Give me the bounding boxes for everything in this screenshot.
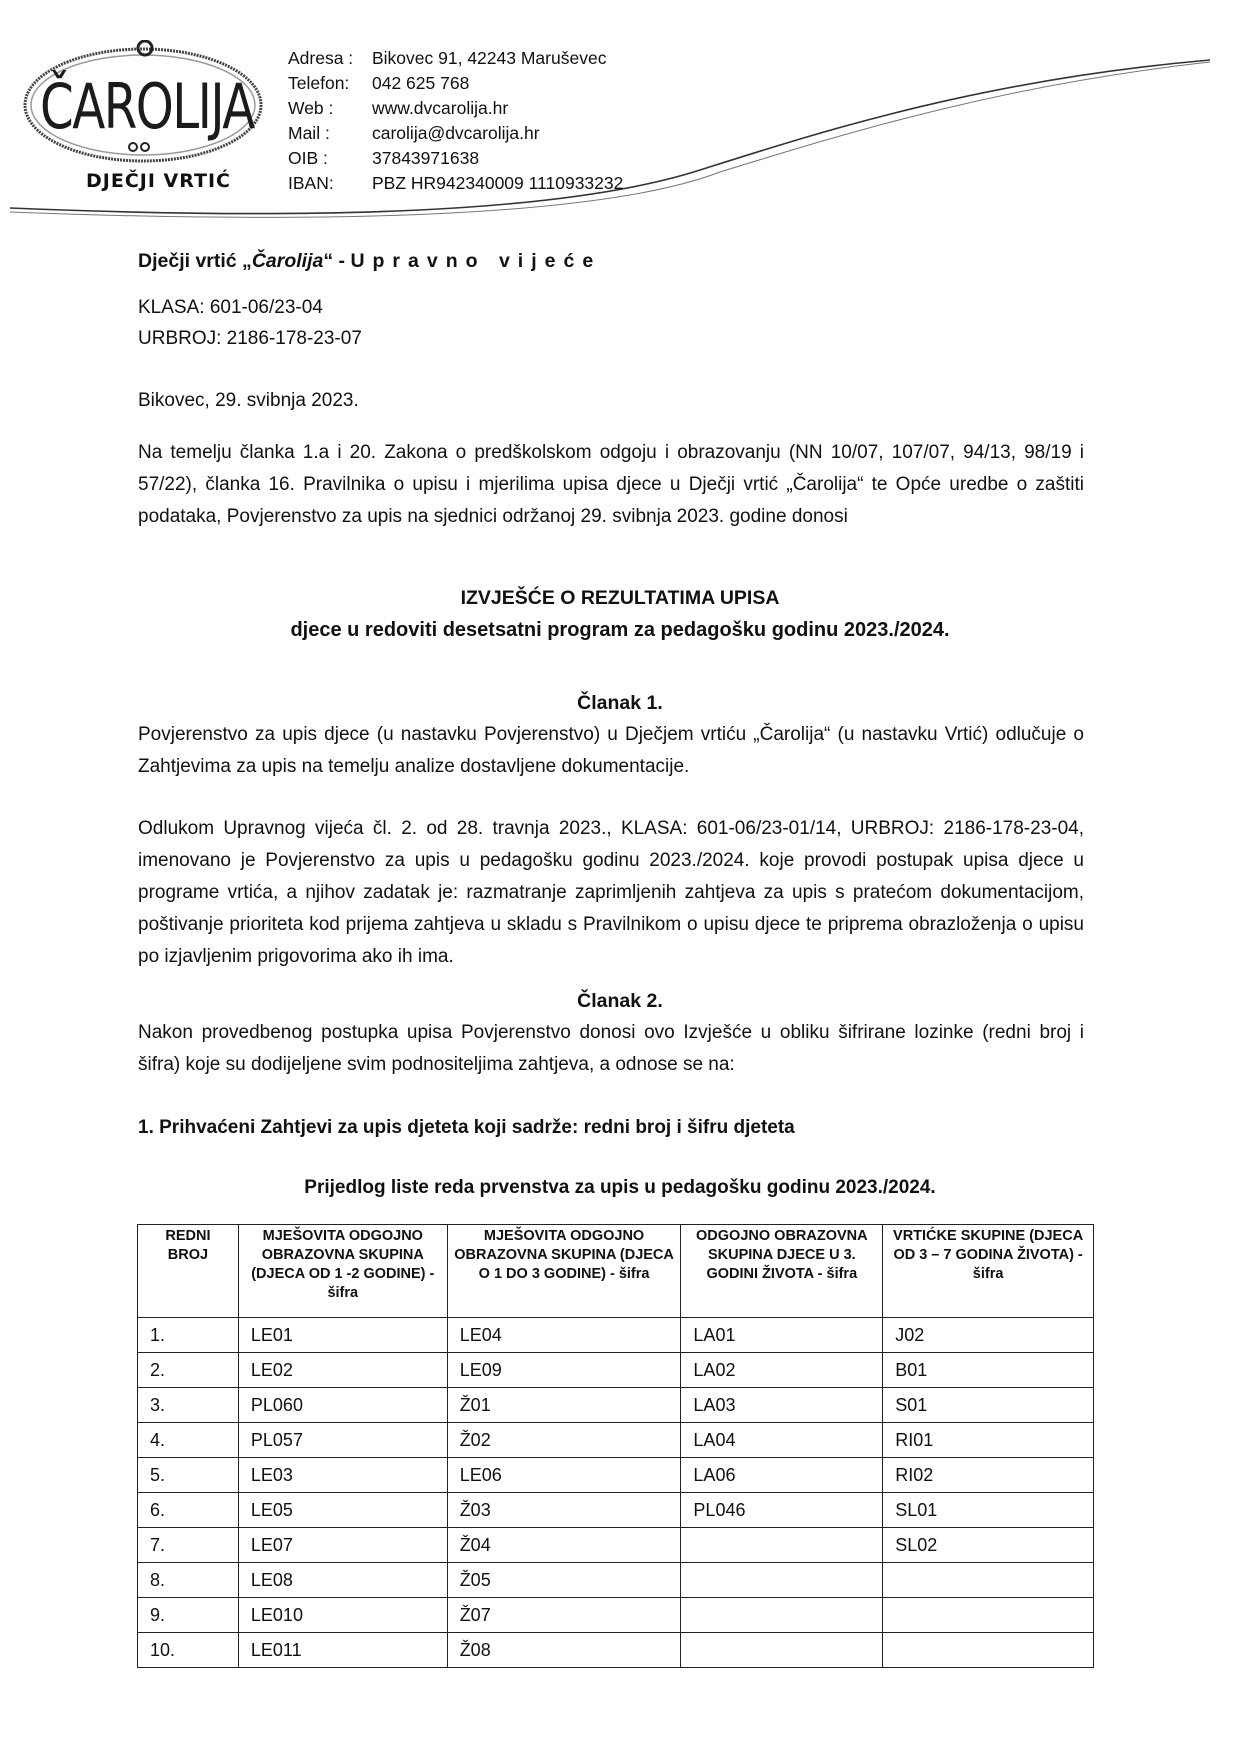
cell-code-group-3-7 [883, 1633, 1094, 1668]
section-1-heading: 1. Prihvaćeni Zahtjevi za upis djeteta koji sadrže: redni broj i šifru djeteta [138, 1117, 795, 1138]
article-1-paragraph-1: Povjerenstvo za upis djece (u nastavku Povjerenstvo) u Dječjem vrtiću „Čarolija“ (u nastavku Vrtić) odlučuje o Zahtjevima za upis na temelju analize dostavljene dokumentacije. [138, 724, 1084, 777]
place-date: Bikovec, 29. svibnja 2023. [138, 390, 359, 411]
priority-list-table [137, 1224, 1094, 1668]
cell-redni-broj: 6. [138, 1493, 239, 1528]
article-1-paragraph-2: Odlukom Upravnog vijeća čl. 2. od 28. travnja 2023., KLASA: 601-06/23-01/14, URBROJ: 2186-178-23-04, imenovano je Povjerenstvo za upis u pedagošku godinu 2023./2024. koje provodi postupak upisa djece u programe vrtića, a njihov zadatak je: razmatranje zaprimljenih zahtjeva za upis s pratećom dokumentacijom, poštivanje prioriteta kod prijema zahtjeva u skladu s Pravilnikom o upisu djece te priprema obrazloženja o upisu po izjavljenim prigovorima ako ih ima. [138, 818, 1084, 967]
cell-code-group-1-3: Ž01 [447, 1388, 681, 1423]
urbroj-line: URBROJ: 2186-178-23-07 [138, 328, 362, 349]
cell-redni-broj: 3. [138, 1388, 239, 1423]
cell-code-group-3 [681, 1598, 883, 1633]
cell-code-group-3-7: SL02 [883, 1528, 1094, 1563]
cell-code-group-1-2: PL060 [238, 1388, 447, 1423]
table-row [138, 1388, 1094, 1423]
cell-code-group-1-2: LE011 [238, 1633, 447, 1668]
cell-code-group-1-3: Ž03 [447, 1493, 681, 1528]
issuer-body: Upravno vijeće [350, 250, 602, 272]
table-title: Prijedlog liste reda prvenstva za upis u pedagošku godinu 2023./2024. [304, 1177, 936, 1198]
cell-code-group-1-3: Ž08 [447, 1633, 681, 1668]
cell-code-group-1-2: LE07 [238, 1528, 447, 1563]
cell-code-group-1-3: Ž05 [447, 1563, 681, 1598]
contact-label: Web : [288, 98, 334, 118]
cell-code-group-1-3: Ž02 [447, 1423, 681, 1458]
contact-web[interactable]: www.dvcarolija.hr [372, 98, 509, 118]
cell-redni-broj: 2. [138, 1353, 239, 1388]
document-issuer [138, 250, 601, 273]
article-1-heading: Članak 1. [577, 692, 663, 714]
cell-code-group-3-7: RI01 [883, 1423, 1094, 1458]
document-title: IZVJEŠĆE O REZULTATIMA UPISA [460, 587, 780, 609]
table-row [138, 1353, 1094, 1388]
cell-code-group-3: LA06 [681, 1458, 883, 1493]
column-header-redni-broj: REDNI BROJ [138, 1225, 239, 1318]
cell-code-group-3-7: S01 [883, 1388, 1094, 1423]
cell-code-group-1-2: LE01 [238, 1318, 447, 1353]
table-row [138, 1633, 1094, 1668]
contact-row [288, 96, 623, 121]
cell-code-group-3: LA03 [681, 1388, 883, 1423]
cell-code-group-1-3: LE04 [447, 1318, 681, 1353]
cell-code-group-3: LA04 [681, 1423, 883, 1458]
table-row [138, 1318, 1094, 1353]
table-row [138, 1423, 1094, 1458]
contact-label: OIB : [288, 148, 328, 168]
table-row [138, 1458, 1094, 1493]
contact-label: Telefon: [288, 73, 350, 93]
contact-phone: 042 625 768 [372, 73, 470, 93]
contact-iban: PBZ HR942340009 1110933232 [372, 173, 624, 193]
cell-code-group-1-2: LE010 [238, 1598, 447, 1633]
cell-code-group-1-2: PL057 [238, 1423, 447, 1458]
contact-label: Mail : [288, 123, 330, 143]
cell-code-group-3 [681, 1633, 883, 1668]
table-header-row [138, 1225, 1094, 1318]
contact-oib: 37843971638 [372, 148, 480, 168]
logo-wordmark: ČAROLIJA [40, 70, 254, 143]
cell-code-group-3: LA01 [681, 1318, 883, 1353]
contact-row [288, 146, 623, 171]
cell-code-group-3: PL046 [681, 1493, 883, 1528]
cell-code-group-1-3: LE06 [447, 1458, 681, 1493]
cell-code-group-1-3: Ž07 [447, 1598, 681, 1633]
cell-redni-broj: 9. [138, 1598, 239, 1633]
column-header-group-1-2: MJEŠOVITA ODGOJNO OBRAZOVNA SKUPINA (DJECA OD 1 -2 GODINE) - šifra [238, 1225, 447, 1318]
cell-code-group-1-2: LE08 [238, 1563, 447, 1598]
cell-code-group-1-2: LE05 [238, 1493, 447, 1528]
issuer-name: Čarolija [251, 250, 324, 272]
cell-code-group-3-7: J02 [883, 1318, 1094, 1353]
cell-redni-broj: 8. [138, 1563, 239, 1598]
cell-code-group-1-2: LE03 [238, 1458, 447, 1493]
klasa-line: KLASA: 601-06/23-04 [138, 297, 323, 318]
cell-redni-broj: 4. [138, 1423, 239, 1458]
cell-code-group-3 [681, 1563, 883, 1598]
contact-label: IBAN: [288, 173, 334, 193]
contact-row [288, 71, 623, 96]
column-header-group-1-3: MJEŠOVITA ODGOJNO OBRAZOVNA SKUPINA (DJECA O 1 DO 3 GODINE) - šifra [447, 1225, 681, 1318]
cell-code-group-3: LA02 [681, 1353, 883, 1388]
column-header-group-3-7: VRTIĆKE SKUPINE (DJECA OD 3 – 7 GODINA ŽIVOTA) - šifra [883, 1225, 1094, 1318]
cell-code-group-1-2: LE02 [238, 1353, 447, 1388]
cell-redni-broj: 10. [138, 1633, 239, 1668]
cell-code-group-3-7: B01 [883, 1353, 1094, 1388]
document-subtitle: djece u redoviti desetsatni program za pedagošku godinu 2023./2024. [290, 619, 950, 641]
issuer-suffix: “ - [323, 250, 351, 272]
table-row [138, 1528, 1094, 1563]
cell-redni-broj: 7. [138, 1528, 239, 1563]
cell-redni-broj: 5. [138, 1458, 239, 1493]
logo [18, 40, 268, 205]
logo-subtitle: DJEČJI VRTIĆ [86, 170, 231, 192]
cell-code-group-3-7 [883, 1563, 1094, 1598]
contact-row [288, 46, 623, 71]
contact-block [288, 46, 623, 196]
contact-mail[interactable]: carolija@dvcarolija.hr [372, 123, 540, 143]
cell-code-group-3-7 [883, 1598, 1094, 1633]
contact-row [288, 121, 623, 146]
cell-code-group-3-7: SL01 [883, 1493, 1094, 1528]
cell-code-group-3-7: RI02 [883, 1458, 1094, 1493]
contact-label: Adresa : [288, 48, 354, 68]
cell-code-group-1-3: Ž04 [447, 1528, 681, 1563]
table-body [138, 1318, 1094, 1668]
issuer-prefix: Dječji vrtić „ [138, 250, 252, 272]
intro-paragraph: Na temelju članka 1.a i 20. Zakona o predškolskom odgoju i obrazovanju (NN 10/07, 107/07, 94/13, 98/19 i 57/22), članka 16. Pravilnika o upisu i mjerilima upisa djece u Dječji vrtić „Čarolija“ te Opće uredbe o zaštiti podataka, Povjerenstvo za upis na sjednici održanoj 29. svibnja 2023. godine donosi [138, 442, 1084, 527]
article-2-heading: Članak 2. [577, 990, 663, 1012]
article-2-paragraph: Nakon provedbenog postupka upisa Povjerenstvo donosi ovo Izvješće u obliku šifrirane lozinke (redni broj i šifra) koje su dodijeljene svim podnositeljima zahtjeva, a odnose se na: [138, 1022, 1084, 1075]
cell-redni-broj: 1. [138, 1318, 239, 1353]
contact-row [288, 171, 623, 196]
contact-address: Bikovec 91, 42243 Maruševec [372, 48, 607, 68]
column-header-group-3: ODGOJNO OBRAZOVNA SKUPINA DJECE U 3. GODINI ŽIVOTA - šifra [681, 1225, 883, 1318]
table-row [138, 1493, 1094, 1528]
table-row [138, 1563, 1094, 1598]
cell-code-group-3 [681, 1528, 883, 1563]
cell-code-group-1-3: LE09 [447, 1353, 681, 1388]
table-row [138, 1598, 1094, 1633]
